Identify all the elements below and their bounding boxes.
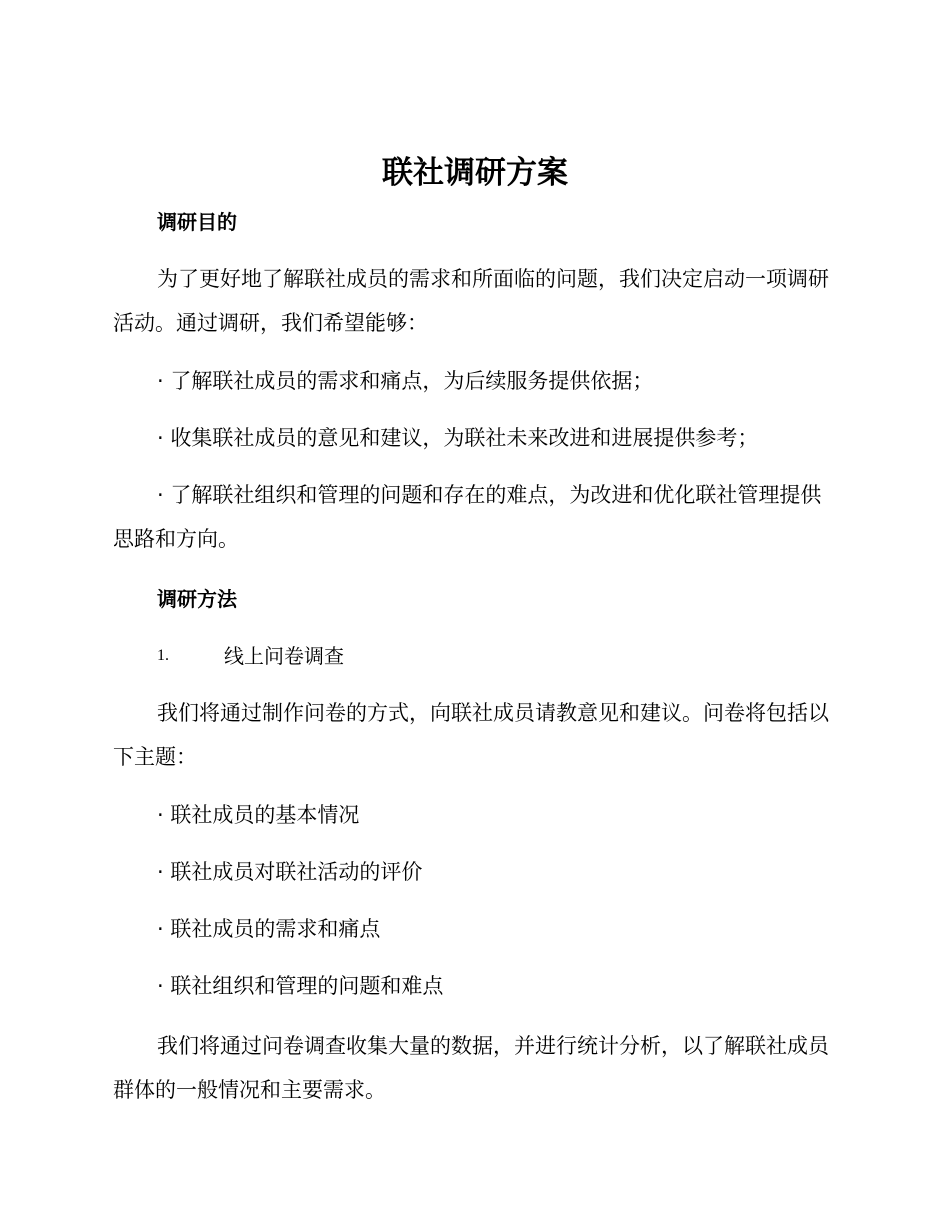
- purpose-intro-paragraph: 为了更好地了解联社成员的需求和所面临的问题，我们决定启动一项调研活动。通过调研，我们希望能够：: [113, 267, 829, 335]
- method-bullet-4: · 联社组织和管理的问题和难点: [157, 974, 444, 998]
- method-closing-paragraph: 我们将通过问卷调查收集大量的数据，并进行统计分析，以了解联社成员群体的一般情况和主要需求。: [113, 1034, 829, 1102]
- section-heading-purpose: 调研目的: [157, 210, 237, 234]
- document-title: 联社调研方案: [382, 155, 568, 191]
- method-bullet-1: · 联社成员的基本情况: [157, 803, 360, 827]
- method-bullet-3: · 联社成员的需求和痛点: [157, 917, 381, 941]
- method-intro-paragraph: 我们将通过制作问卷的方式，向联社成员请教意见和建议。问卷将包括以下主题：: [113, 701, 829, 769]
- purpose-bullet-2: · 收集联社成员的意见和建议，为联社未来改进和进展提供参考；: [157, 426, 759, 450]
- method-bullet-2: · 联社成员对联社活动的评价: [157, 860, 423, 884]
- purpose-bullet-3: · 了解联社组织和管理的问题和存在的难点，为改进和优化联社管理提供思路和方向。: [113, 483, 822, 551]
- method-item-number: 1.: [157, 647, 169, 664]
- purpose-bullet-1: · 了解联社成员的需求和痛点，为后续服务提供依据；: [157, 369, 654, 393]
- section-heading-method: 调研方法: [157, 587, 237, 611]
- method-item-label: 线上问卷调查: [224, 644, 344, 668]
